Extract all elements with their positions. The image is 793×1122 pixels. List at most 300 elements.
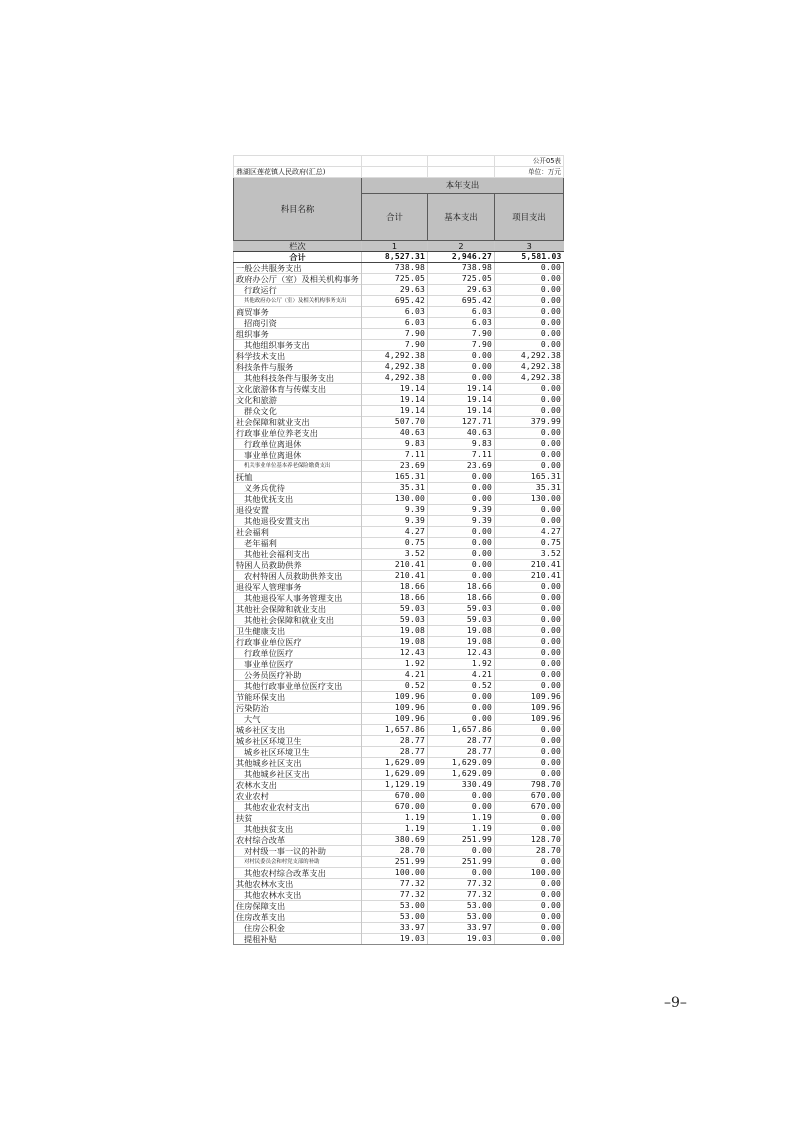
amount-basic: 330.49 [428, 780, 495, 791]
amount-total: 4,292.38 [362, 362, 428, 373]
table-row [234, 439, 564, 450]
amount-basic: 0.00 [428, 868, 495, 879]
table-row [234, 406, 564, 417]
amount-project: 0.00 [495, 274, 564, 285]
amount-basic: 28.77 [428, 736, 495, 747]
amount-project: 0.00 [495, 461, 564, 472]
header-group: 本年支出 [362, 178, 564, 194]
amount-basic: 0.00 [428, 846, 495, 857]
amount-basic: 59.03 [428, 604, 495, 615]
amount-project: 0.75 [495, 538, 564, 549]
amount-basic: 23.69 [428, 461, 495, 472]
table-row [234, 538, 564, 549]
amount-basic: 19.14 [428, 395, 495, 406]
amount-project: 0.00 [495, 395, 564, 406]
total-project: 5,581.03 [495, 252, 564, 263]
subject-name: 行政事业单位医疗 [234, 637, 362, 648]
table-row [234, 736, 564, 747]
amount-total: 9.83 [362, 439, 428, 450]
amount-total: 12.43 [362, 648, 428, 659]
amount-basic: 695.42 [428, 296, 495, 307]
amount-total: 725.05 [362, 274, 428, 285]
subject-name: 义务兵优待 [234, 483, 362, 494]
amount-basic: 7.90 [428, 329, 495, 340]
subject-name: 退役安置 [234, 505, 362, 516]
subject-name: 其他农业农村支出 [234, 802, 362, 813]
amount-total: 210.41 [362, 571, 428, 582]
amount-basic: 0.00 [428, 527, 495, 538]
amount-basic: 0.00 [428, 494, 495, 505]
subject-name: 扶贫 [234, 813, 362, 824]
amount-project: 0.00 [495, 406, 564, 417]
amount-project: 0.00 [495, 615, 564, 626]
amount-basic: 77.32 [428, 890, 495, 901]
table-row [234, 450, 564, 461]
table-row [234, 659, 564, 670]
table-row [234, 791, 564, 802]
subject-name: 对村民委员会和村党支部的补助 [234, 857, 362, 868]
table-row [234, 934, 564, 945]
subject-name: 住房公积金 [234, 923, 362, 934]
table-row [234, 516, 564, 527]
subject-name: 文化旅游体育与传媒支出 [234, 384, 362, 395]
table-row [234, 703, 564, 714]
amount-project: 0.00 [495, 901, 564, 912]
table-row [234, 362, 564, 373]
table-row [234, 549, 564, 560]
amount-basic: 0.00 [428, 571, 495, 582]
amount-basic: 29.63 [428, 285, 495, 296]
amount-basic: 725.05 [428, 274, 495, 285]
subject-name: 其他社会福利支出 [234, 549, 362, 560]
amount-basic: 18.66 [428, 582, 495, 593]
amount-total: 1,129.19 [362, 780, 428, 791]
table-row [234, 692, 564, 703]
subject-name: 行政单位离退休 [234, 439, 362, 450]
amount-basic: 33.97 [428, 923, 495, 934]
header-total: 合计 [362, 194, 428, 241]
amount-total: 1,657.86 [362, 725, 428, 736]
amount-total: 59.03 [362, 615, 428, 626]
table-row [234, 593, 564, 604]
table-row [234, 560, 564, 571]
table-row [234, 296, 564, 307]
table-row [234, 263, 564, 274]
subject-name: 科技条件与服务 [234, 362, 362, 373]
amount-project: 0.00 [495, 879, 564, 890]
amount-project: 798.70 [495, 780, 564, 791]
amount-project: 0.00 [495, 384, 564, 395]
amount-basic: 53.00 [428, 901, 495, 912]
table-top-row [234, 156, 564, 167]
amount-basic: 0.00 [428, 472, 495, 483]
amount-project: 109.96 [495, 692, 564, 703]
amount-basic: 0.52 [428, 681, 495, 692]
amount-total: 29.63 [362, 285, 428, 296]
table-row [234, 417, 564, 428]
amount-project: 28.70 [495, 846, 564, 857]
amount-basic: 53.00 [428, 912, 495, 923]
amount-total: 19.08 [362, 626, 428, 637]
amount-project: 0.00 [495, 934, 564, 945]
amount-total: 1,629.09 [362, 758, 428, 769]
table-row [234, 461, 564, 472]
amount-basic: 4.21 [428, 670, 495, 681]
table-row [234, 329, 564, 340]
amount-project: 0.00 [495, 912, 564, 923]
amount-project: 0.00 [495, 604, 564, 615]
amount-total: 53.00 [362, 901, 428, 912]
table-row [234, 637, 564, 648]
amount-total: 35.31 [362, 483, 428, 494]
amount-total: 695.42 [362, 296, 428, 307]
table-row [234, 681, 564, 692]
amount-basic: 0.00 [428, 362, 495, 373]
amount-project: 109.96 [495, 714, 564, 725]
amount-project: 0.00 [495, 626, 564, 637]
amount-total: 6.03 [362, 318, 428, 329]
amount-project: 0.00 [495, 681, 564, 692]
subject-name: 节能环保支出 [234, 692, 362, 703]
subject-name: 招商引资 [234, 318, 362, 329]
amount-total: 77.32 [362, 890, 428, 901]
subject-name: 对村级一事一议的补助 [234, 846, 362, 857]
subject-name: 住房改革支出 [234, 912, 362, 923]
amount-project: 0.00 [495, 824, 564, 835]
subject-name: 其他政府办公厅（室）及相关机构事务支出 [234, 296, 362, 307]
subject-name: 其他扶贫支出 [234, 824, 362, 835]
amount-project: 0.00 [495, 670, 564, 681]
subject-name: 文化和旅游 [234, 395, 362, 406]
subject-name: 城乡社区环境卫生 [234, 736, 362, 747]
subject-name: 农村综合改革 [234, 835, 362, 846]
amount-project: 100.00 [495, 868, 564, 879]
subject-name: 机关事业单位基本养老保险缴费支出 [234, 461, 362, 472]
column-index-1: 1 [362, 241, 428, 252]
table-row [234, 890, 564, 901]
subject-name: 农村特困人员救助供养支出 [234, 571, 362, 582]
column-index-label: 栏次 [234, 241, 362, 252]
amount-project: 0.00 [495, 813, 564, 824]
table-row [234, 670, 564, 681]
subject-name: 污染防治 [234, 703, 362, 714]
subject-name: 城乡社区支出 [234, 725, 362, 736]
amount-basic: 0.00 [428, 791, 495, 802]
amount-project: 0.00 [495, 450, 564, 461]
subject-name: 社会福利 [234, 527, 362, 538]
amount-project: 130.00 [495, 494, 564, 505]
amount-basic: 0.00 [428, 703, 495, 714]
amount-project: 0.00 [495, 659, 564, 670]
table-row [234, 571, 564, 582]
amount-basic: 0.00 [428, 802, 495, 813]
table-row [234, 648, 564, 659]
subject-name: 社会保障和就业支出 [234, 417, 362, 428]
amount-project: 3.52 [495, 549, 564, 560]
subject-name: 其他农村综合改革支出 [234, 868, 362, 879]
total-label: 合计 [234, 252, 362, 263]
amount-total: 19.08 [362, 637, 428, 648]
amount-basic: 28.77 [428, 747, 495, 758]
subject-name: 老年福利 [234, 538, 362, 549]
amount-total: 28.77 [362, 747, 428, 758]
amount-total: 670.00 [362, 802, 428, 813]
amount-total: 9.39 [362, 505, 428, 516]
amount-total: 19.14 [362, 384, 428, 395]
subject-name: 科学技术支出 [234, 351, 362, 362]
amount-basic: 19.14 [428, 406, 495, 417]
amount-basic: 1,629.09 [428, 758, 495, 769]
table-row [234, 714, 564, 725]
amount-total: 1,629.09 [362, 769, 428, 780]
amount-total: 738.98 [362, 263, 428, 274]
table-row [234, 472, 564, 483]
table-row [234, 340, 564, 351]
column-index-2: 2 [428, 241, 495, 252]
amount-basic: 9.83 [428, 439, 495, 450]
table-row [234, 769, 564, 780]
amount-project: 0.00 [495, 263, 564, 274]
table-row [234, 758, 564, 769]
table-row [234, 384, 564, 395]
amount-total: 1.92 [362, 659, 428, 670]
amount-total: 28.70 [362, 846, 428, 857]
amount-project: 4,292.38 [495, 362, 564, 373]
amount-total: 9.39 [362, 516, 428, 527]
subject-name: 农业农村 [234, 791, 362, 802]
table-row [234, 857, 564, 868]
amount-basic: 1,629.09 [428, 769, 495, 780]
amount-project: 0.00 [495, 307, 564, 318]
total-row [234, 252, 564, 263]
table-row [234, 351, 564, 362]
subject-name: 政府办公厅（室）及相关机构事务 [234, 274, 362, 285]
amount-basic: 1.92 [428, 659, 495, 670]
subject-name: 其他社会保障和就业支出 [234, 615, 362, 626]
amount-project: 0.00 [495, 648, 564, 659]
amount-total: 0.52 [362, 681, 428, 692]
amount-project: 0.00 [495, 340, 564, 351]
column-index-row [234, 241, 564, 252]
table-row [234, 879, 564, 890]
subject-name: 其他农林水支出 [234, 890, 362, 901]
amount-basic: 127.71 [428, 417, 495, 428]
amount-project: 35.31 [495, 483, 564, 494]
amount-project: 0.00 [495, 747, 564, 758]
amount-basic: 0.00 [428, 373, 495, 384]
amount-project: 0.00 [495, 923, 564, 934]
amount-project: 0.00 [495, 318, 564, 329]
amount-project: 4,292.38 [495, 373, 564, 384]
amount-total: 0.75 [362, 538, 428, 549]
subject-name: 事业单位离退休 [234, 450, 362, 461]
amount-basic: 0.00 [428, 351, 495, 362]
header-subject: 科目名称 [234, 178, 362, 241]
table-row [234, 483, 564, 494]
table-row [234, 813, 564, 824]
amount-basic: 251.99 [428, 857, 495, 868]
amount-basic: 0.00 [428, 560, 495, 571]
amount-total: 28.77 [362, 736, 428, 747]
amount-total: 130.00 [362, 494, 428, 505]
subject-name: 行政事业单位养老支出 [234, 428, 362, 439]
amount-basic: 7.90 [428, 340, 495, 351]
subject-name: 其他行政事业单位医疗支出 [234, 681, 362, 692]
subject-name: 事业单位医疗 [234, 659, 362, 670]
amount-project: 0.00 [495, 439, 564, 450]
subject-name: 大气 [234, 714, 362, 725]
amount-project: 0.00 [495, 736, 564, 747]
subject-name: 住房保障支出 [234, 901, 362, 912]
amount-basic: 59.03 [428, 615, 495, 626]
amount-project: 670.00 [495, 802, 564, 813]
table-row [234, 923, 564, 934]
table-row [234, 615, 564, 626]
amount-total: 4.21 [362, 670, 428, 681]
amount-project: 0.00 [495, 725, 564, 736]
subject-name: 特困人员救助供养 [234, 560, 362, 571]
amount-project: 109.96 [495, 703, 564, 714]
subject-name: 其他组织事务支出 [234, 340, 362, 351]
header-row-1 [234, 178, 564, 194]
amount-basic: 19.08 [428, 637, 495, 648]
table-row [234, 846, 564, 857]
amount-total: 3.52 [362, 549, 428, 560]
table-row [234, 604, 564, 615]
table-row [234, 373, 564, 384]
subject-name: 公务员医疗补助 [234, 670, 362, 681]
table-row [234, 285, 564, 296]
total-amount: 8,527.31 [362, 252, 428, 263]
amount-total: 18.66 [362, 593, 428, 604]
amount-total: 251.99 [362, 857, 428, 868]
amount-basic: 1,657.86 [428, 725, 495, 736]
table-row [234, 780, 564, 791]
subject-name: 一般公共服务支出 [234, 263, 362, 274]
amount-basic: 6.03 [428, 307, 495, 318]
table-row [234, 527, 564, 538]
amount-project: 0.00 [495, 428, 564, 439]
amount-basic: 6.03 [428, 318, 495, 329]
amount-basic: 0.00 [428, 538, 495, 549]
table-row [234, 835, 564, 846]
budget-expenditure-table [233, 155, 564, 945]
amount-project: 4,292.38 [495, 351, 564, 362]
amount-total: 1.19 [362, 813, 428, 824]
amount-basic: 9.39 [428, 516, 495, 527]
table-row [234, 307, 564, 318]
subject-name: 其他城乡社区支出 [234, 769, 362, 780]
amount-total: 4,292.38 [362, 351, 428, 362]
amount-total: 670.00 [362, 791, 428, 802]
amount-basic: 0.00 [428, 714, 495, 725]
subject-name: 行政单位医疗 [234, 648, 362, 659]
amount-total: 59.03 [362, 604, 428, 615]
header-basic: 基本支出 [428, 194, 495, 241]
subject-name: 抚恤 [234, 472, 362, 483]
amount-basic: 19.03 [428, 934, 495, 945]
subject-name: 其他农林水支出 [234, 879, 362, 890]
amount-basic: 18.66 [428, 593, 495, 604]
amount-total: 7.90 [362, 329, 428, 340]
form-code: 公开05表 [495, 156, 564, 167]
table-row [234, 912, 564, 923]
amount-project: 0.00 [495, 582, 564, 593]
amount-total: 4,292.38 [362, 373, 428, 384]
subject-name: 群众文化 [234, 406, 362, 417]
subject-name: 组织事务 [234, 329, 362, 340]
unit-label: 单位：万元 [495, 167, 564, 178]
subject-name: 其他优抚支出 [234, 494, 362, 505]
amount-total: 23.69 [362, 461, 428, 472]
amount-basic: 0.00 [428, 549, 495, 560]
amount-project: 670.00 [495, 791, 564, 802]
subject-name: 其他城乡社区支出 [234, 758, 362, 769]
amount-total: 33.97 [362, 923, 428, 934]
amount-total: 77.32 [362, 879, 428, 890]
amount-basic: 40.63 [428, 428, 495, 439]
table-row [234, 747, 564, 758]
amount-project: 379.99 [495, 417, 564, 428]
table-row [234, 494, 564, 505]
amount-total: 19.14 [362, 395, 428, 406]
table-row [234, 428, 564, 439]
table-row [234, 802, 564, 813]
amount-project: 0.00 [495, 516, 564, 527]
amount-project: 0.00 [495, 593, 564, 604]
amount-project: 0.00 [495, 769, 564, 780]
amount-total: 100.00 [362, 868, 428, 879]
amount-project: 0.00 [495, 758, 564, 769]
amount-total: 1.19 [362, 824, 428, 835]
subject-name: 退役军人管理事务 [234, 582, 362, 593]
amount-total: 109.96 [362, 692, 428, 703]
amount-total: 19.14 [362, 406, 428, 417]
amount-total: 210.41 [362, 560, 428, 571]
amount-basic: 7.11 [428, 450, 495, 461]
amount-basic: 12.43 [428, 648, 495, 659]
amount-project: 210.41 [495, 571, 564, 582]
table-body [234, 263, 564, 945]
table-row [234, 725, 564, 736]
total-basic: 2,946.27 [428, 252, 495, 263]
subject-name: 行政运行 [234, 285, 362, 296]
table-row [234, 395, 564, 406]
table-row [234, 582, 564, 593]
subject-name: 其他退役安置支出 [234, 516, 362, 527]
amount-total: 53.00 [362, 912, 428, 923]
subject-name: 其他科技条件与服务支出 [234, 373, 362, 384]
amount-total: 7.90 [362, 340, 428, 351]
amount-project: 0.00 [495, 296, 564, 307]
amount-project: 0.00 [495, 857, 564, 868]
table-row [234, 901, 564, 912]
amount-project: 128.70 [495, 835, 564, 846]
amount-total: 380.69 [362, 835, 428, 846]
amount-basic: 251.99 [428, 835, 495, 846]
amount-basic: 19.14 [428, 384, 495, 395]
subject-name: 农林水支出 [234, 780, 362, 791]
amount-basic: 1.19 [428, 813, 495, 824]
amount-project: 0.00 [495, 890, 564, 901]
amount-total: 40.63 [362, 428, 428, 439]
amount-total: 109.96 [362, 714, 428, 725]
amount-basic: 19.08 [428, 626, 495, 637]
table-row [234, 274, 564, 285]
subject-name: 城乡社区环境卫生 [234, 747, 362, 758]
amount-total: 19.03 [362, 934, 428, 945]
amount-total: 6.03 [362, 307, 428, 318]
